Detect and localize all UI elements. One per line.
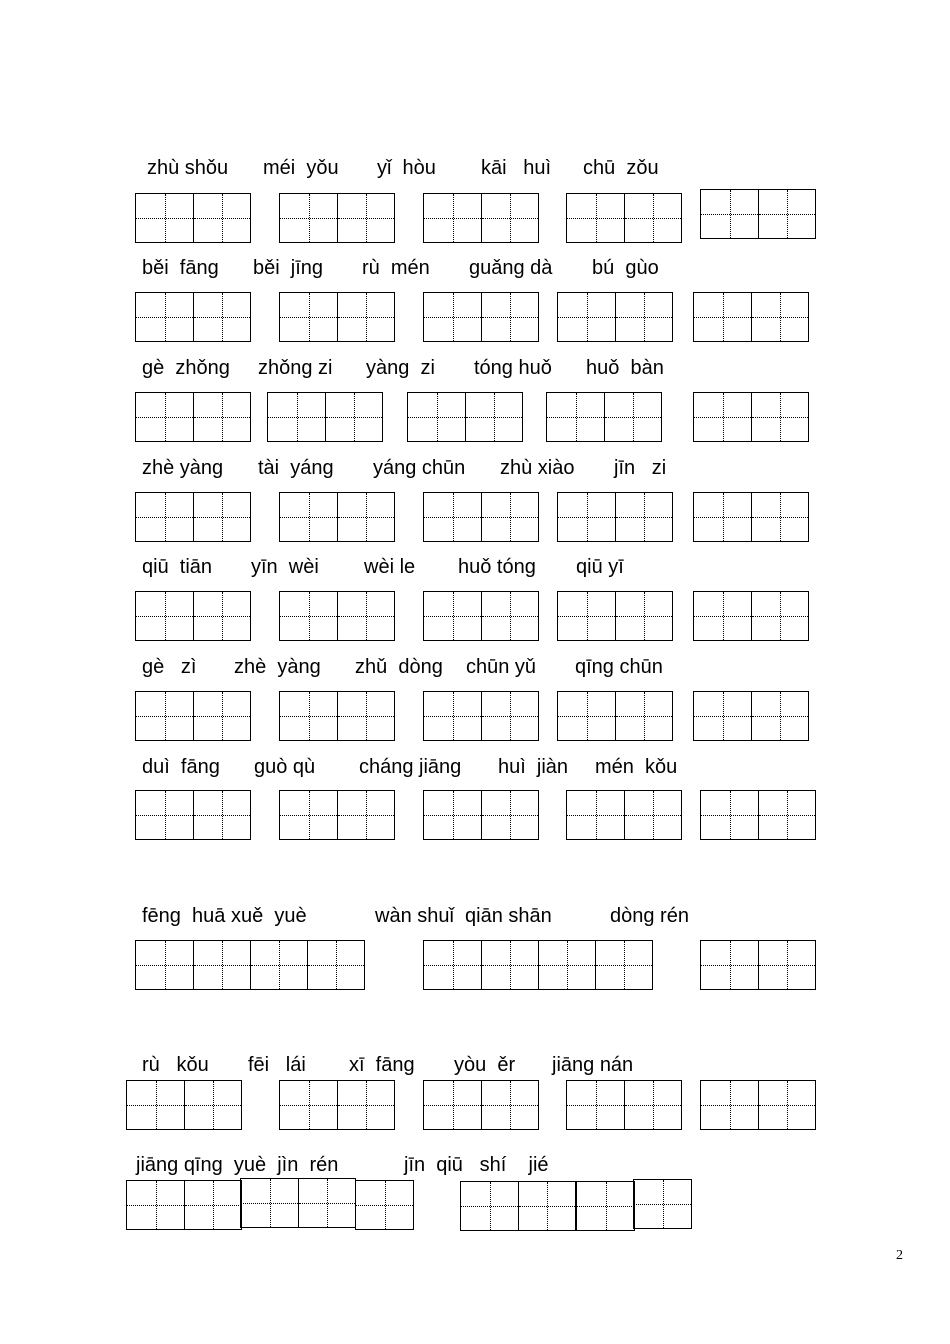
pinyin-word: jīn qiū shí jié bbox=[404, 1154, 549, 1176]
character-grid[interactable] bbox=[557, 292, 673, 342]
pinyin-word: yáng chūn bbox=[373, 457, 466, 479]
character-grid[interactable] bbox=[279, 193, 395, 243]
pinyin-word: bú gùo bbox=[592, 257, 659, 279]
character-grid[interactable] bbox=[700, 940, 816, 990]
pinyin-word: jiāng nán bbox=[552, 1054, 634, 1076]
pinyin-word: gè zhǒng bbox=[142, 357, 230, 379]
pinyin-word: méi yǒu bbox=[263, 157, 339, 179]
character-grid[interactable] bbox=[279, 691, 395, 741]
pinyin-word: zhù xiào bbox=[500, 457, 575, 479]
pinyin-word: wèi le bbox=[364, 556, 416, 578]
pinyin-word: mén kǒu bbox=[595, 756, 678, 778]
character-grid[interactable] bbox=[557, 691, 673, 741]
character-grid[interactable] bbox=[279, 591, 395, 641]
character-grid[interactable] bbox=[135, 492, 251, 542]
character-grid[interactable] bbox=[566, 790, 682, 840]
pinyin-word: huǒ tóng bbox=[458, 556, 536, 578]
pinyin-word: zhǒng zi bbox=[258, 357, 333, 379]
character-grid[interactable] bbox=[566, 1080, 682, 1130]
character-grid[interactable] bbox=[700, 1080, 816, 1130]
pinyin-word: tóng huǒ bbox=[474, 357, 552, 379]
pinyin-word: gè zì bbox=[142, 656, 197, 678]
pinyin-word: cháng jiāng bbox=[359, 756, 462, 778]
character-grid[interactable] bbox=[460, 1181, 576, 1231]
pinyin-word: qīng chūn bbox=[575, 656, 663, 678]
pinyin-word: xī fāng bbox=[349, 1054, 415, 1076]
character-grid[interactable] bbox=[700, 790, 816, 840]
pinyin-word: fēi lái bbox=[248, 1054, 306, 1076]
pinyin-word: běi jīng bbox=[253, 257, 324, 279]
pinyin-word: duì fāng bbox=[142, 756, 220, 778]
character-grid[interactable] bbox=[633, 1179, 692, 1229]
pinyin-word: zhǔ dòng bbox=[355, 656, 443, 678]
character-grid[interactable] bbox=[423, 193, 539, 243]
character-grid[interactable] bbox=[423, 790, 539, 840]
character-grid[interactable] bbox=[135, 392, 251, 442]
pinyin-word: dòng rén bbox=[610, 905, 689, 927]
character-grid[interactable] bbox=[240, 1178, 356, 1228]
character-grid[interactable] bbox=[135, 691, 251, 741]
pinyin-word: fēng huā xuě yuè bbox=[142, 905, 307, 927]
pinyin-word: kāi huì bbox=[481, 157, 552, 179]
pinyin-word: qiū yī bbox=[576, 556, 624, 578]
character-grid[interactable] bbox=[135, 193, 251, 243]
character-grid[interactable] bbox=[423, 591, 539, 641]
character-grid[interactable] bbox=[566, 193, 682, 243]
character-grid[interactable] bbox=[693, 492, 809, 542]
character-grid[interactable] bbox=[267, 392, 383, 442]
character-grid[interactable] bbox=[546, 392, 662, 442]
character-grid[interactable] bbox=[279, 790, 395, 840]
pinyin-word: rù kǒu bbox=[142, 1054, 209, 1076]
pinyin-word: zhù shǒu bbox=[147, 157, 229, 179]
pinyin-word: zhè yàng bbox=[142, 457, 224, 479]
character-grid[interactable] bbox=[557, 591, 673, 641]
character-grid[interactable] bbox=[423, 1080, 539, 1130]
character-grid[interactable] bbox=[693, 691, 809, 741]
pinyin-word: yàng zi bbox=[366, 357, 435, 379]
character-grid[interactable] bbox=[355, 1180, 414, 1230]
character-grid[interactable] bbox=[279, 492, 395, 542]
pinyin-word: zhè yàng bbox=[234, 656, 321, 678]
character-grid[interactable] bbox=[423, 492, 539, 542]
character-grid[interactable] bbox=[693, 591, 809, 641]
pinyin-word: tài yáng bbox=[258, 457, 334, 479]
pinyin-word: chūn yǔ bbox=[466, 656, 537, 678]
character-grid[interactable] bbox=[557, 492, 673, 542]
character-grid[interactable] bbox=[423, 940, 653, 990]
character-grid[interactable] bbox=[135, 292, 251, 342]
pinyin-word: rù mén bbox=[362, 257, 430, 279]
character-grid[interactable] bbox=[693, 292, 809, 342]
pinyin-word: wàn shuǐ qiān shān bbox=[375, 905, 552, 927]
character-grid[interactable] bbox=[135, 940, 365, 990]
page-number: 2 bbox=[896, 1248, 903, 1263]
character-grid[interactable] bbox=[700, 189, 816, 239]
pinyin-word: qiū tiān bbox=[142, 556, 213, 578]
character-grid[interactable] bbox=[423, 691, 539, 741]
pinyin-word: yòu ěr bbox=[454, 1054, 516, 1076]
character-grid[interactable] bbox=[423, 292, 539, 342]
character-grid[interactable] bbox=[693, 392, 809, 442]
pinyin-word: běi fāng bbox=[142, 257, 219, 279]
pinyin-word: guǎng dà bbox=[469, 257, 553, 279]
character-grid[interactable] bbox=[126, 1080, 242, 1130]
character-grid[interactable] bbox=[407, 392, 523, 442]
pinyin-word: chū zǒu bbox=[583, 157, 659, 179]
pinyin-word: jiāng qīng yuè jìn rén bbox=[136, 1154, 339, 1176]
pinyin-word: yīn wèi bbox=[251, 556, 319, 578]
pinyin-word: jīn zi bbox=[614, 457, 667, 479]
character-grid[interactable] bbox=[126, 1180, 242, 1230]
character-grid[interactable] bbox=[279, 292, 395, 342]
character-grid[interactable] bbox=[135, 790, 251, 840]
character-grid[interactable] bbox=[135, 591, 251, 641]
pinyin-word: huǒ bàn bbox=[586, 357, 664, 379]
character-grid[interactable] bbox=[279, 1080, 395, 1130]
pinyin-word: guò qù bbox=[254, 756, 316, 778]
pinyin-word: yǐ hòu bbox=[377, 157, 436, 179]
character-grid[interactable] bbox=[576, 1181, 635, 1231]
pinyin-word: huì jiàn bbox=[498, 756, 569, 778]
